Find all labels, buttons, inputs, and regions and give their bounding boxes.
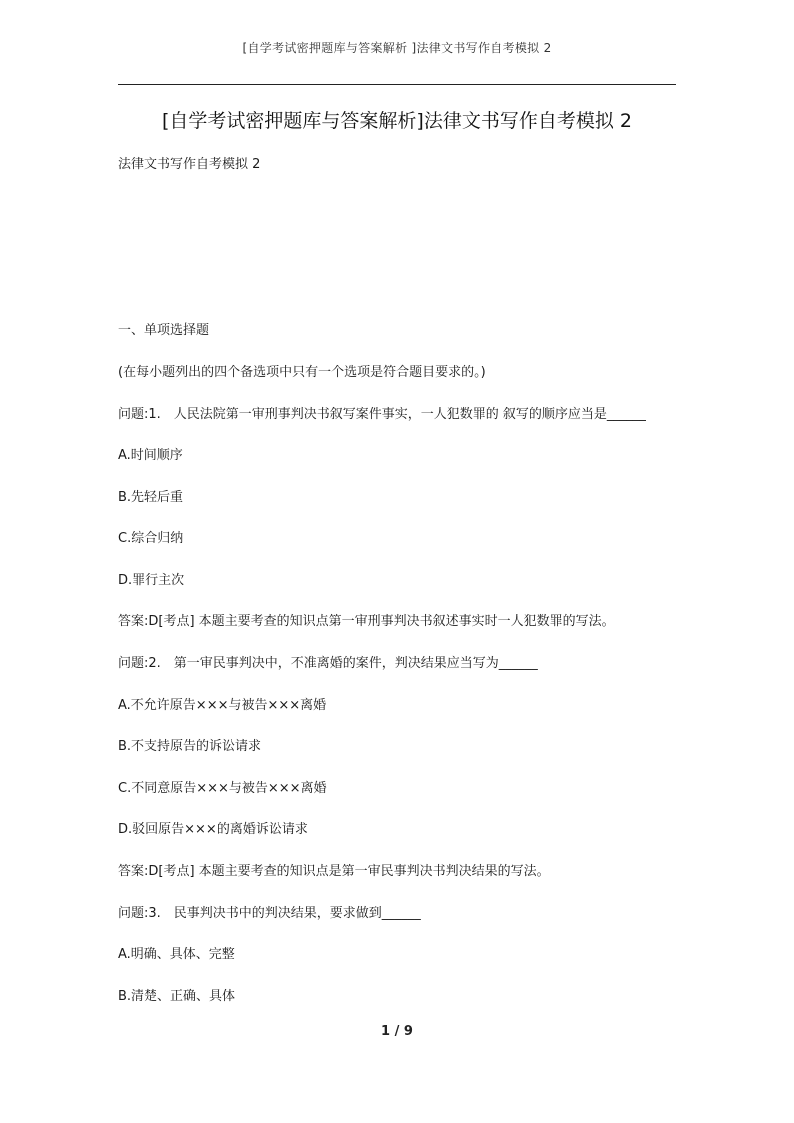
page-number: 1 / 9 — [381, 1024, 413, 1039]
question-1-option-c: C.综合归纳 — [118, 531, 184, 546]
header-divider — [118, 84, 676, 85]
instructions: (在每小题列出的四个备选项中只有一个选项是符合题目要求的。) — [118, 365, 486, 380]
question-1-option-b: B.先轻后重 — [118, 490, 184, 505]
question-2-option-a: A.不允许原告×××与被告×××离婚 — [118, 698, 327, 713]
question-3-option-a: A.明确、具体、完整 — [118, 947, 235, 962]
question-1-answer: 答案:D[考点] 本题主要考查的知识点第一审刑事判决书叙述事实时一人犯数罪的写法。 — [118, 614, 615, 629]
document-title: [自学考试密押题库与答案解析]法律文书写作自考模拟 2 — [162, 110, 632, 132]
document-subtitle: 法律文书写作自考模拟 2 — [118, 157, 261, 172]
question-1-option-a: A.时间顺序 — [118, 448, 183, 463]
question-1: 问题:1. 人民法院第一审刑事判决书叙写案件事实，一人犯数罪的 叙写的顺序应当是______ — [118, 407, 646, 422]
section-heading: 一、单项选择题 — [118, 323, 210, 338]
question-2-option-c: C.不同意原告×××与被告×××离婚 — [118, 781, 327, 796]
question-3-option-b: B.清楚、正确、具体 — [118, 989, 236, 1004]
question-2-option-d: D.驳回原告×××的离婚诉讼请求 — [118, 822, 308, 837]
running-header: [自学考试密押题库与答案解析 ]法律文书写作自考模拟 2 — [242, 41, 552, 55]
question-1-option-d: D.罪行主次 — [118, 573, 185, 588]
question-3: 问题:3. 民事判决书中的判决结果，要求做到______ — [118, 906, 421, 921]
question-2-answer: 答案:D[考点] 本题主要考查的知识点是第一审民事判决书判决结果的写法。 — [118, 864, 550, 879]
question-2: 问题:2. 第一审民事判决中，不准离婚的案件，判决结果应当写为______ — [118, 656, 538, 671]
question-2-option-b: B.不支持原告的诉讼请求 — [118, 739, 262, 754]
